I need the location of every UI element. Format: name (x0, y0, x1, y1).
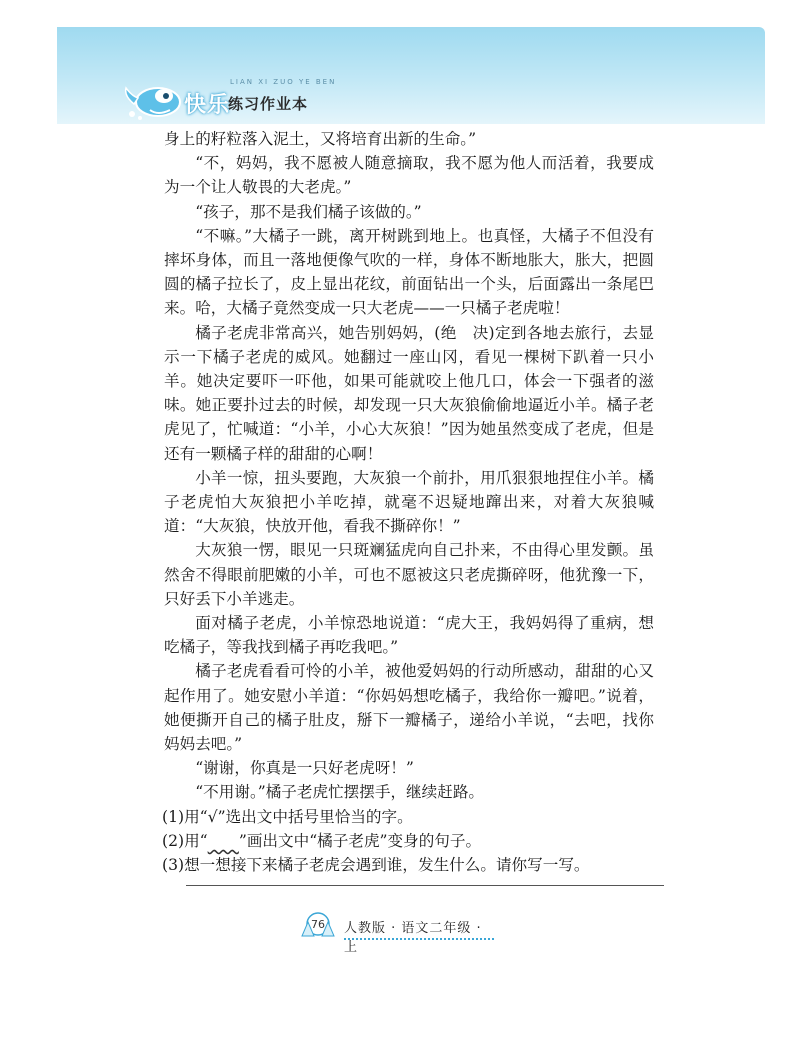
story-paragraph: “孩子，那不是我们橘子该做的。” (195, 202, 422, 221)
question-2 (162, 829, 654, 853)
page-number: 76 (311, 918, 325, 931)
question-2-suffix: ”画出文中“橘子老虎”变身的句子。 (238, 831, 482, 850)
brand-pinyin: LIAN XI ZUO YE BEN (230, 78, 337, 86)
story-content (164, 127, 654, 877)
answer-divider (186, 885, 664, 886)
story-paragraph: 大灰狼一愣，眼见一只斑斓猛虎向自己扑来，不由得心里发颤。虽然舍不得眼前肥嫩的小羊，可也不愿被这只老虎撕碎呀，他犹豫一下，只好丢下小羊逃走。 (164, 541, 654, 608)
story-paragraph: 小羊一惊，扭头要跑，大灰狼一个前扑，用爪狠狠地捏住小羊。橘子老虎怕大灰狼把小羊吃掉，就毫不迟疑地蹿出来，对着大灰狼喊道：“大灰狼，快放开他，看我不撕碎你！” (164, 468, 654, 536)
footer-dotted-line (344, 938, 494, 940)
story-paragraph: 面对橘子老虎，小羊惊恐地说道：“虎大王，我妈妈得了重病，想吃橘子，等我找到橘子再吃我吧。” (164, 614, 654, 657)
story-paragraph: “不，妈妈，我不愿被人随意摘取，我不愿为他人而活着，我要成为一个让人敬畏的大老虎。” (164, 154, 654, 197)
story-paragraph: “不用谢。”橘子老虎忙摆摆手，继续赶路。 (195, 783, 485, 802)
question-1: (1)用“√”选出文中括号里恰当的字。 (162, 807, 413, 826)
story-paragraph: “不嘛。”大橘子一跳，离开树跳到地上。也真怪，大橘子不但没有摔坏身体，而且一落地便像气吹的一样，身体不断地胀大，胀大，把圆圆的橘子拉长了，皮上显出花纹，前面钻出一个头，后面露出一条尾巴来。哈，大橘子竟然变成一只大老虎——一只橘子老虎啦！ (164, 226, 654, 318)
wavy-line-mark (208, 832, 239, 850)
story-paragraph: 橘子老虎非常高兴，她告别妈妈，(绝 决)定到各地去旅行，去显示一下橘子老虎的威风。她翻过一座山冈，看见一棵树下趴着一只小羊。她决定要吓一吓他，如果可能就咬上他几口，体会一下强者的滋味。她正要扑过去的时候，却发现一只大灰狼偷偷地逼近小羊。橘子老虎见了，忙喊道：“小羊，小心大灰狼！”因为她虽然变成了老虎，但是还有一颗橘子样的甜甜的心啊！ (164, 323, 654, 463)
story-paragraph: 身上的籽粒落入泥土，又将培育出新的生命。” (164, 130, 477, 148)
whale-icon (120, 74, 190, 124)
question-3: (3)想一想接下来橘子老虎会遇到谁，发生什么。请你写一写。 (162, 856, 590, 875)
page-footer (298, 914, 498, 955)
edition-label: 人教版 · 语文二年级 · 上 (344, 921, 482, 955)
brand-logo (120, 74, 360, 124)
story-paragraph: 橘子老虎看看可怜的小羊，被他爱妈妈的行动所感动，甜甜的心又起作用了。她安慰小羊道：“你妈妈想吃橘子，我给你一瓣吧。”说着，她便撕开自己的橘子肚皮，掰下一瓣橘子，递给小羊说，“去吧，找你妈妈去吧。” (164, 662, 654, 754)
brand-sub-text: 练习作业本 (228, 95, 309, 113)
question-2-prefix: (2)用“ (162, 831, 208, 850)
brand-main-text: 快乐 (184, 93, 231, 118)
story-paragraph: “谢谢，你真是一只好老虎呀！” (195, 759, 414, 778)
